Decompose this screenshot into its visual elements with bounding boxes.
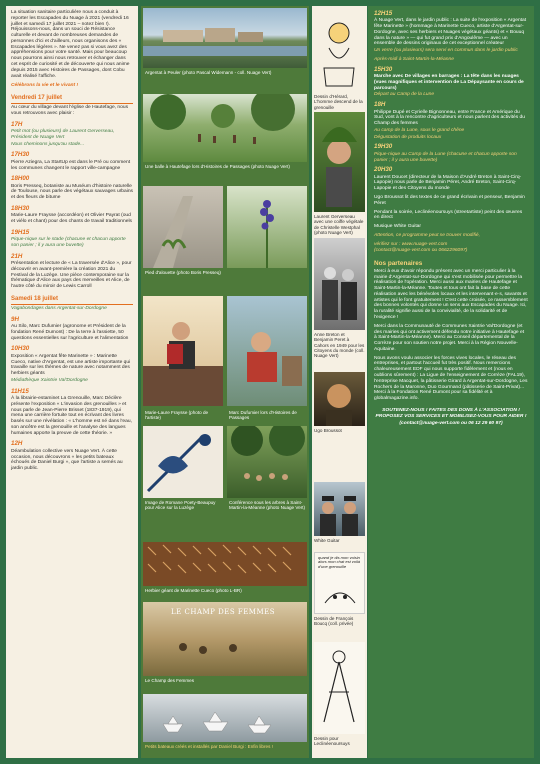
item-21h: Présentation et lecture de « La traversée d'Alice », pour découvrir en avant-première la création 2021 du Festival de la Luzège. Une pièce contemporaine sur la thématique d'Alice aux pays des merveilles et Alice, de l'autre côté du miroir de Lewis Carroll [11,261,132,290]
celebrate-line: Célébrons la vie et le vivant ! [11,83,79,89]
item-9h: Au Silo, Marc Dufumier (agronome et Président de la fondation René Dumont) : De la terre à l'assiette, 50 questions essentielles sur l'agriculture et l'alimentation [11,324,129,341]
item-18h30: Marie-Laure Fraysse (accordéon) et Olivier Payrat (oud et viélo et chant) pour des chants de travail traditionnels [11,213,132,225]
time-19h30: 19H30 [374,143,393,151]
time-20h30: 20H30 [374,166,393,174]
time-18h30: 18H30 [11,204,30,212]
photo-laurent-gerverseau [314,112,365,212]
support-call: SOUTENEZ-NOUS ! FAITES DES DONS À L'ASSOCIATION ! PROPOSEZ VOS SERVICES ET MOBILISEZ-VOUS POUR AIDER ! [375,407,527,419]
caption-photo-6: Image de Romane Poety-Beaupuy pour Alice sur la Luzège [145,500,216,511]
item-12h: Déambulation collective vers Nuage Vert. À cette occasion, nous découvrons « les petits bateaux échoués de Daniel Burgi », que l'artiste a semés au jardin public. [11,448,123,472]
photo-pied-alouette-2 [227,186,307,268]
caption-photo-9: Le Champ des Femmes [145,678,195,683]
item-20h30: Laurent Doucet (directeur de la Maison d'André Breton à Saint-Cirq-Lapopie) nous parle de Benjamin Péret, André Breton, Saint-Cirq-Lapopie et des Citoyens du monde [374,174,522,192]
photo-ugo-broussot [314,372,365,426]
partners-text-2: Merci dans la Communauté de Communes Xaintrie Val'Dordogne (et des mairies qui ont activement défendu notre initiative à Hautefage et à Saint-Martin-la-Méanne). Merci au Conseil départemental de la Corrèze pour son soutien notre projet. Merci à la Région Nouvelle-Aquitaine. [374,323,525,352]
caption-narrow-7: Dessin pour Leclinéenoursuys [314,736,350,747]
friday-intro: Au cœur du village devant l'église de Hautefage, nous vous retrouvons avec plaisir : [11,105,129,117]
time-12h: 12H [11,440,23,448]
partners-heading: Nos partenaires [374,260,423,268]
program-column-left [6,6,138,758]
banner-champ-des-femmes: LE CHAMP DES FEMMES [171,608,276,616]
photo-marc-dufumier [227,296,307,406]
photo-petits-bateaux [143,694,307,742]
caption-narrow-6: Dessin de François Boucq (coll. privée) [314,616,354,627]
item-20h30-extra: Ugo Broussot lit des textes de ce grand écrivain et penseur, Benjamin Péret [374,194,525,206]
partners-text-3: Nous avons voulu associer les forces vives locales, le réseau des entreprises, et partout l'accueil fut très positif. Nous remercions chaleureusement EDF qui nous supporte fidèlement et (nous en oublions sûrement) : La Ligue de l'enseignement de Corrèze (FAL19), l'entreprise Macquet, la pâtisserie Girard à Argentat-sur-Dordogne, Les Rochers de la Maronne, Duo Gourmand (pâtisserie de Saint-Privat)... Merci à la Fondation René Dumont pour sa fidélité et à globalmagazine.info. [374,355,528,402]
time-18h: 18H [374,101,386,109]
item-15h30: Marche avec De villages en barrages : La tête dans les nuages (vues magnifiques et intervention de La Dépaysante en cours de parcours) [374,74,524,91]
saturday-heading: Samedi 18 juillet [11,296,133,305]
photo-column-center [141,6,309,758]
caption-photo-10: Petits bateaux créés et installés par Daniel Burgi : Enfin libres ! [145,744,273,749]
time-17h30: 17H30 [11,151,30,159]
photo-hautefage-park [143,94,307,162]
item-tasting: Dégustation de produits locaux [374,134,442,140]
intro-text: La situation sanitaire particulière nous a conduit à reporter les Escapades du Nuage à 2021 (vendredi 16 juillet et samedi 17 juillet 2021 – notez bien !). Réjouissons-nous, dans un souci de Résistance culturelle et devant de nombreuses demandes de personnes d'ici et d'ailleurs, nous organisons des « Escapades légères ». Ne venez pas si vous avez des appréhensions pour votre santé. Mais pour beaucoup nous pourrons ainsi nous retrouver et échanger dans cet esprit de curiosité et de découverte qui nous anime depuis 2015 avec Histoires de Passages, dont Cobu avait réalisé l'affiche. [11,10,130,79]
drawing-homme-grenouille [314,8,365,92]
drawing-francois-boucq [314,552,365,614]
caption-narrow-2: Laurent Gerverseau avec une coiffe végétale de Christelle Westphal (photo Nuage Vert) [314,214,364,235]
time-21h: 21H [11,252,23,260]
image-alice-luzege [143,426,223,498]
afternoon-heading: Après-midi à Saint-Martin-la-Méanne [374,57,454,62]
saturday-intro: Vagabondages dans Argentat-sur-Dordogne [11,306,107,312]
contact-line: (contact@nuage-vert.com ou 0662296097) [374,248,468,254]
program-column-right [368,6,534,758]
item-17h-walk: Nous cheminons jusqu'au stade... [11,141,85,147]
time-9h: 9H [11,315,19,323]
item-10h30: Exposition « Argentat fête Marinette » : Marinette Cueco, native d'Argentat, est une artiste importante qui travaille sur les thèmes de nature avec notamment des herbiers géants [11,353,131,377]
time-19h15: 19H15 [11,228,30,236]
caption-narrow-5: White Guitar [314,538,340,543]
photo-pied-alouette-1 [143,186,223,268]
caption-narrow-3: Anne Breton et Benjamin Peret à Cahors en 1949 pour les Citoyens du monde (coll. Nuage Vert) [314,332,365,359]
drawing-leclineenoursuys [314,642,365,734]
photo-breton-peret [314,238,365,330]
caption-photo-3: Pied d'alouette (photo Boris Presseq) [145,270,221,275]
item-19h30: Pique-nique au Camp de la Lune (chacune et chacun apporte son panier ; il y aura une buvette) [374,151,517,163]
item-12h15-note: Un verre (ou plusieurs) sera servi en commun dans le jardin public [374,48,518,54]
item-12h15: À Nuage Vert, dans le jardin public : La suite de l'exposition « Argentat fête Marinette » (hommage à Marinette Cueco, artiste d'Argentat-sur-Dordogne, avec ses herbiers et Nuages végétaux géants) et « Bouuq dans la nature » — qui fut grand prix d'Angoulême — avec un ensemble de dessins originaux de cet exceptionnel créateur [374,18,527,47]
caption-narrow-1: Dessin d'Hérard, L'homme descend de la grenouille [314,94,363,110]
partners-text-1: Merci à eux d'avoir répondu présent avec un merci particulier à la mairie d'Argentat-sur-Dordogne qui s'est mobilisée pour permettre la réalisation de l'opération. Merci aussi aux mairies de Hautefage et Saint-Martin-la-Méanne. Toutes et tous ont fait la base de cette réalisation avec les bénévoles locaux et les intervenant·e·s, savants et artistes qui le font gratuitement ! C'est cette croisée, ce rassemblement des bonnes volontés qui donne un sens aux Escapades du Nuage. Ici, la ruralité signifie aussi de la convivialité, de la solidarité et de l'exigence ! [374,268,528,321]
time-11h15: 11H15 [11,387,29,395]
item-mediatheque: Médiathèque Xaintrie Val'Dordogne [11,377,88,383]
item-18h: Philippe Dupé et Cyrielle Bignonneau, entre France et Amérique du Sud, vont à la rencontre d'agriculteurs et nous parlent des activités du Champ des femmes [374,109,526,127]
photo-argentat-river [143,8,307,68]
drawing-handwriting: quand je dis mon voisin alors mon chat est voilà d'une grenouille [318,555,361,569]
photo-column-narrow [312,6,367,758]
photo-white-guitar [314,482,365,536]
time-15h30: 15H30 [374,65,393,73]
caption-photo-5: Marc Dufumier lors d'Histoires de Passages [229,410,297,421]
item-19h15: Pique-nique sur le stade (chacune et chacun apporte son panier ; il y aura une buvette) [11,237,126,248]
item-performer: Pendant la soirée, Leclinéenoursuys (streetartiste) peint des œuvres en direct [374,209,523,221]
item-17h30: Pierre Aziegra, La StartUp est dans le Pré ou comment les communes changent le rapport ville-campagne [11,159,131,171]
photo-marie-laure-fraysse [143,296,223,406]
caption-photo-8: Herbier géant de Marinette Cueco (photo L-BR) [145,588,242,593]
time-17h: 17H [11,120,23,128]
caption-photo-4: Marie-Laure Fraysse (photo de l'artiste) [145,410,209,421]
check-website[interactable]: vérifiez sur : www.nuage-vert.com [374,241,448,247]
time-18h00: 18H00 [11,175,30,183]
caption-photo-1: Argentat à Peuler (photo Pascal Widemann - coll. Nuage Vert) [145,70,272,75]
photo-herbier-geant [143,542,307,586]
support-contact[interactable]: (contact@nuage-vert.com ou 06 12 29 60 97) [399,420,503,426]
item-18h-place: Au camp de la Lune, sous le grand chêne [374,127,465,133]
photo-champ-des-femmes [143,602,307,676]
item-17h: Petit mot (ou plusieurs) de Laurent Gerverseau, Président de Nuage Vert [11,129,115,140]
time-12h15: 12H15 [374,10,393,17]
caption-photo-7: Conférence sous les arbres à Saint-Martin-la-Méanne (photo Nuage Vert) [229,500,306,511]
time-10h30: 10H30 [11,345,30,353]
warning-text: Attention, ce programme peut se trouver modifié, [374,232,481,238]
caption-narrow-4: Ugo Broussot [314,428,342,433]
friday-heading: Vendredi 17 juillet [11,95,133,104]
item-15h30-depart: Départ au Camp de la Lune [374,92,435,98]
photo-conference-trees [227,426,307,498]
item-11h15: À la librairie-estaminet La Grenouille, Marc Déclère présente l'exposition « L'invasion des grenouilles » et nous parle de Jean-Pierre Brisset (1837-1919), qui mena une carrière fortuite tout en écrivant des livres basés sur une révélation : « L'homme est né dans l'eau, son ancêtre est la grenouille et l'analyse des langues humaines apporte la preuve de cette théorie. » [11,396,132,436]
item-18h00: Boris Presseq, botaniste au Muséum d'histoire naturelle de Toulouse, nous parle des végétaux sauvages urbains et des fleurs de bitume [11,183,133,201]
caption-photo-2: Une balle à Hautefage lors d'Histoires de Passages (photo Nuage Vert) [145,164,290,169]
item-music: Musique White Guitar [374,224,422,230]
